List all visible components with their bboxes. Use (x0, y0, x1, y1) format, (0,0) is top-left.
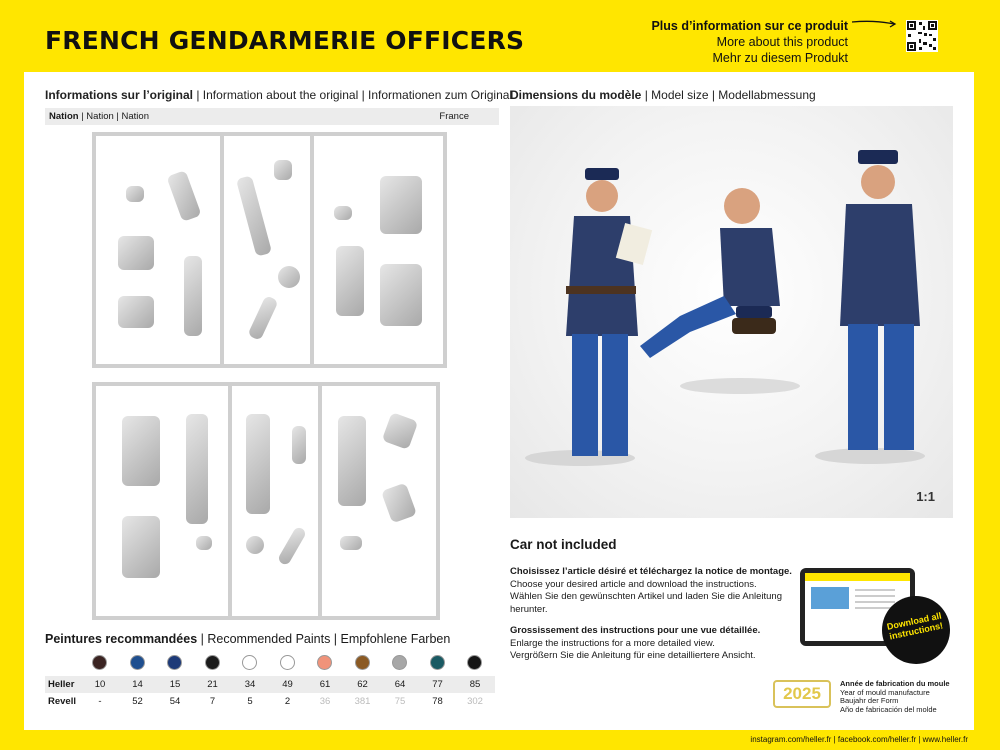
revell-code: 78 (432, 696, 443, 707)
more-info-de: Mehr zu diesem Produkt (712, 51, 848, 65)
more-info-en: More about this product (716, 35, 848, 49)
sprue-frame-top (92, 132, 447, 368)
nation-value: France (439, 111, 469, 122)
revell-code: 5 (247, 696, 253, 707)
revell-code: 36 (319, 696, 331, 707)
nation-row: Nation | Nation | Nation France (45, 108, 499, 125)
paint-swatch (392, 655, 407, 670)
heller-row: Heller 10 14 15 21 34 49 61 62 64 77 85 (45, 676, 495, 693)
paint-swatch (467, 655, 482, 670)
heller-code: 61 (319, 679, 331, 690)
download-badge[interactable]: Download all instructions! (876, 590, 957, 671)
revell-code: 302 (467, 696, 483, 707)
paint-swatch (280, 655, 295, 670)
heller-code: 21 (207, 679, 218, 690)
heller-code: 10 (94, 679, 106, 690)
download-instructions-text: Choisissez l’article désiré et téléchargez la notice de montage. Choose your desired article and download the instructions. Wählen Sie den gewünschten Artikel und laden Sie die Anleitung herunter. (510, 566, 792, 615)
revell-code: 54 (169, 696, 181, 707)
scale-label: 1:1 (916, 489, 935, 504)
heller-code: 34 (244, 679, 256, 690)
revell-row: Revell - 52 54 7 5 2 36 381 75 78 302 (45, 693, 495, 710)
heller-code: 85 (469, 679, 481, 690)
paints-heading: Peintures recommandées | Recommended Paints | Empfohlene Farben (45, 632, 451, 646)
paint-swatch (355, 655, 370, 670)
heller-code: 14 (132, 679, 143, 690)
revell-code: - (98, 696, 102, 707)
content-panel (24, 72, 974, 730)
heller-code: 62 (357, 679, 368, 690)
arrow-icon (850, 18, 900, 38)
heller-code: 15 (169, 679, 181, 690)
revell-code: 2 (284, 696, 291, 707)
model-photo (510, 106, 953, 518)
zoom-instructions-text: Grossissement des instructions pour une vue détaillée. Enlarge the instructions for a more detailed view. Vergrößern Sie die Anleitung für eine detailliertere Ansicht. (510, 625, 761, 661)
paint-swatch (92, 655, 107, 670)
revell-code: 381 (354, 696, 371, 707)
more-info-block[interactable] (651, 18, 848, 66)
page-title: FRENCH GENDARMERIE OFFICERS (45, 26, 525, 55)
sprue-frame-bottom (92, 382, 440, 620)
mould-year-info: Année de fabrication du moule Year of mould manufacture Baujahr der Form Año de fabricación del molde (840, 679, 950, 714)
footer-links[interactable]: instagram.com/heller.fr | facebook.com/heller.fr | www.heller.fr (750, 735, 968, 744)
paint-swatch (317, 655, 332, 670)
revell-code: 52 (132, 696, 143, 707)
heller-code: 49 (282, 679, 293, 690)
figures-illustration (510, 106, 953, 518)
paint-swatch (130, 655, 145, 670)
paint-swatch (242, 655, 257, 670)
model-size-heading: Dimensions du modèle | Model size | Modellabmessung (510, 88, 816, 102)
paint-swatch (167, 655, 182, 670)
paint-swatch (430, 655, 445, 670)
car-not-included: Car not included (510, 537, 617, 552)
revell-code: 7 (209, 696, 216, 707)
original-info-heading: Informations sur l’original | Information about the original | Informationen zum Original (45, 88, 513, 102)
qr-code-icon[interactable] (906, 20, 938, 52)
heller-code: 64 (394, 679, 406, 690)
more-info-fr: Plus d’information sur ce produit (651, 19, 848, 33)
mould-year-badge: 2025 (773, 680, 831, 708)
revell-code: 75 (394, 696, 406, 707)
paint-swatch (205, 655, 220, 670)
heller-code: 77 (432, 679, 443, 690)
